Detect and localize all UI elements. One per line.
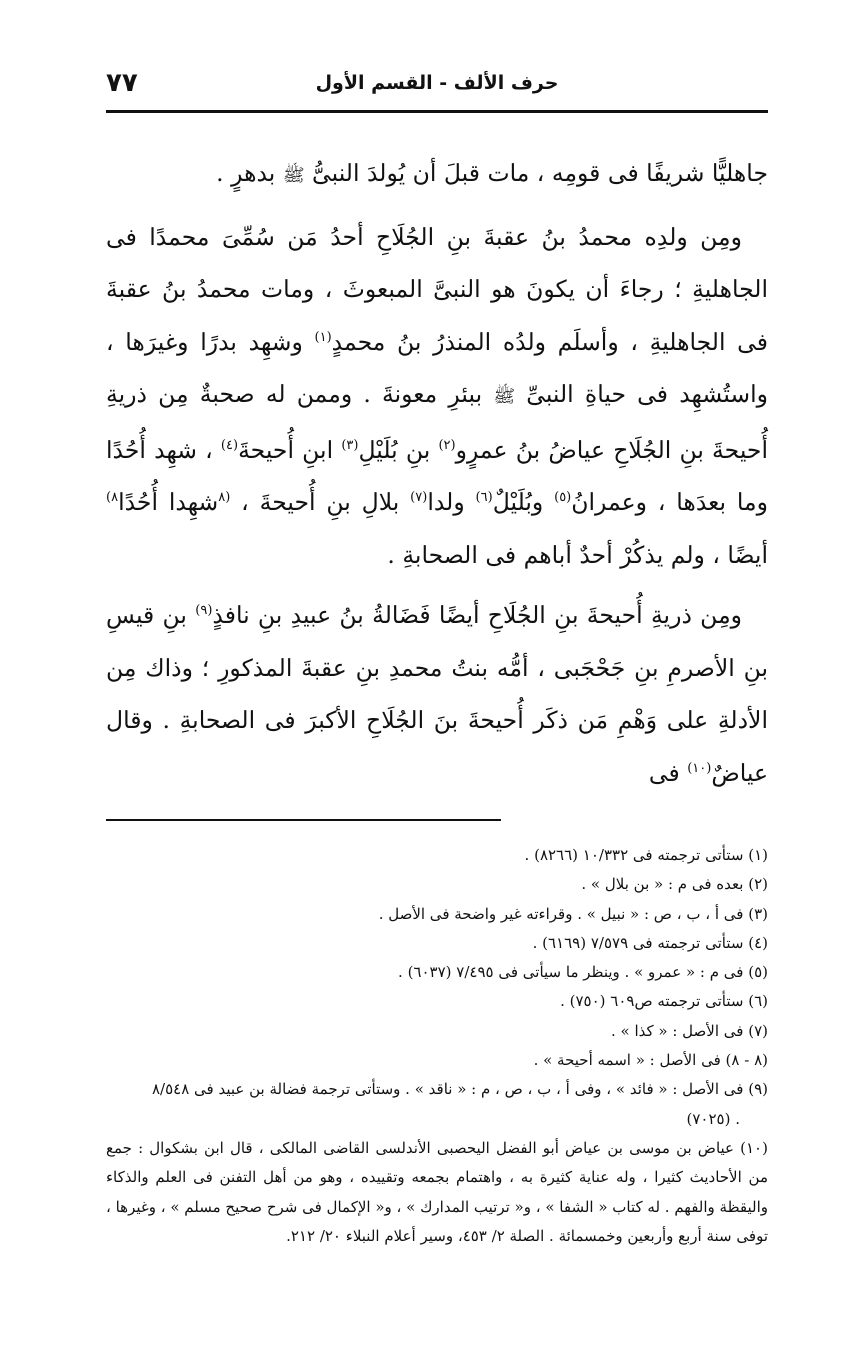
footnote — [106, 900, 768, 929]
footnote-text: عياض بن موسى بن عياض أبو الفضل اليحصبى الأندلسى القاضى المالكى ، قال ابن بشكوال : جمع من الأحاديث كثيرا ، وله عناية كثيرة به ، واهتمام بجمعه وتقييده ، وهو من أهل التفنن فى العلم والذكاء واليقظة والفهم . له كتاب « الشفا » ، و« ترتيب المدارك » ، و« الإكمال فى شرح صحيح مسلم » ، وغيرها ، توفى سنة أربع وأربعين وخمسمائة . الصلة ٢/ ٤٥٣، وسير أعلام النبلاء ٢٠/ ٢١٢. — [105, 1138, 768, 1245]
footnote-number: (١) — [748, 846, 768, 864]
footnote-number: (٦) — [748, 992, 768, 1011]
footnote — [106, 841, 768, 870]
text-run: بنِ قيسِ بنِ الأصرمِ بنِ جَحْجَبى ، أمُّه بنتُ محمدِ بنِ عقبةَ المذكورِ ؛ وذاك مِن الأدلةِ على وَهْمِ مَن ذكَر أُحيحةَ بنَ الجُلَاحِ الأكبرَ فى الصحابةِ . وقال عياضٌ — [106, 601, 768, 787]
footnote — [106, 1046, 768, 1075]
footnote-marker: (٥) — [554, 490, 572, 505]
text-run: أيضًا ، ولم يذكُرْ أحدٌ أباهم فى الصحابةِ . — [387, 540, 768, 569]
footnote-marker: ٨) — [106, 490, 119, 505]
footnote-number: (٥) — [748, 963, 768, 982]
text-run: ومِن ولدِه محمدُ بنُ عقبةَ بنِ الجُلَاحِ أحدُ مَن سُمِّىَ محمدًا فى الجاهليةِ ؛ رجاءَ أن يكونَ هو النبىَّ المبعوثَ ، ومات محمدُ بنُ عقبةَ فى الجاهليةِ ، وأسلَم ولدُه المنذرُ بنُ محمدٍ — [106, 222, 768, 356]
footnote-text: فى الأصل : « فائد » ، وفى أ ، ب ، ص ، م : « ناقد » . وستأتى ترجمة فضالة بن عبيد فى ٨/٥٤٨ — [152, 1080, 744, 1099]
footnote-text: فى الأصل : « اسمه أحيحة » . — [533, 1051, 721, 1070]
footnote-marker: (٧) — [410, 490, 428, 505]
footnote-text: بعده فى م : « بن بلال » . — [581, 875, 744, 894]
footnote-number: (٩) — [748, 1080, 768, 1099]
footnotes — [106, 841, 768, 1251]
text-run: ولدا — [427, 488, 476, 516]
footnote-marker: (٩) — [195, 603, 213, 618]
footnote-text: فى أ ، ب ، ص : « نبيل » . وقراءته غير واضحة فى الأصل . — [378, 904, 744, 923]
footnote — [106, 987, 768, 1016]
footnote — [106, 929, 768, 958]
text-run: ومِن ذريةِ أُحيحةَ بنِ الجُلَاحِ أيضًا فَضَالةُ بنُ عبيدِ بنِ نافذٍ — [212, 601, 743, 629]
text-run: بلالِ بنِ أُحيحةَ ، — [230, 488, 411, 516]
salawat-ligature: ﷺ — [282, 165, 305, 186]
footnote-marker: (٨ — [218, 490, 231, 505]
footnote-marker: (٢) — [438, 437, 456, 453]
footnote — [106, 870, 768, 899]
text-run: بدهرٍ . — [216, 159, 283, 187]
footnote-marker: (٣) — [341, 437, 359, 453]
footnote — [106, 1017, 768, 1046]
text-run: ابنِ أُحيحةَ — [238, 435, 342, 464]
footnote-marker: (٤) — [220, 437, 239, 453]
text-run: شهِدا أُحُدًا — [118, 488, 219, 516]
main-text — [106, 147, 768, 799]
footnote-marker: (١٠) — [687, 760, 712, 776]
footnote-marker: (١) — [314, 329, 332, 345]
footnote-text: ستأتى ترجمته فى ٧/٥٧٩ (٦١٦٩) . — [532, 933, 744, 952]
text-run: وشهِد بدرًا وغيرَها ، واستُشهِد فى حياةِ النبىِّ — [106, 327, 768, 408]
text-run: بنِ بُلَيْلِ — [358, 435, 439, 464]
footnote-text: ستأتى ترجمته ص٦٠٩ (٧٥٠) . — [560, 992, 744, 1011]
footnote — [106, 1134, 768, 1251]
footnote-number: (٤) — [748, 933, 768, 952]
paragraph — [106, 147, 768, 203]
running-head — [106, 58, 768, 113]
chapter-title: حرف الألف - القسم الأول — [315, 72, 559, 94]
footnote-continuation: . (٧٠٢٥) — [686, 1109, 740, 1128]
footnote — [106, 958, 768, 987]
footnote-number: (١٠) — [740, 1138, 768, 1157]
footnote-separator — [106, 819, 501, 821]
text-run: جاهليًّا شريفًا فى قومِه ، مات قبلَ أن يُولدَ النبىُّ — [304, 159, 768, 187]
footnote-marker: (٦) — [475, 490, 493, 505]
text-run: ، شهِد أُحُدًا وما بعدَها ، وعمرانُ — [106, 435, 768, 516]
paragraph — [106, 211, 768, 582]
footnote-number: (٨ - ٨) — [725, 1051, 768, 1070]
footnote-number: (٣) — [748, 904, 768, 923]
footnote — [106, 1075, 768, 1134]
footnote-text: فى الأصل : « كذا » . — [610, 1021, 744, 1040]
footnote-text: فى م : « عمرو » . وينظر ما سيأتى فى ٧/٤٩٥ (٦٠٣٧) . — [398, 963, 744, 982]
footnote-number: (٧) — [748, 1021, 768, 1040]
text-run: ببئرِ معونةَ . وممن له صحبةٌ مِن ذريةِ أُحيحةَ بنِ الجُلَاحِ عياضُ بنُ عمرٍو — [106, 380, 768, 464]
page-number: ٧٧ — [106, 68, 138, 98]
salawat-ligature: ﷺ — [493, 386, 516, 407]
footnote-number: (٢) — [748, 875, 768, 894]
paragraph — [106, 589, 768, 799]
text-run: فى — [648, 758, 688, 787]
text-run: وبُلَيْلٌ — [492, 488, 555, 516]
footnote-text: ستأتى ترجمته فى ١٠/٣٣٢ (٨٢٦٦) . — [524, 846, 744, 864]
